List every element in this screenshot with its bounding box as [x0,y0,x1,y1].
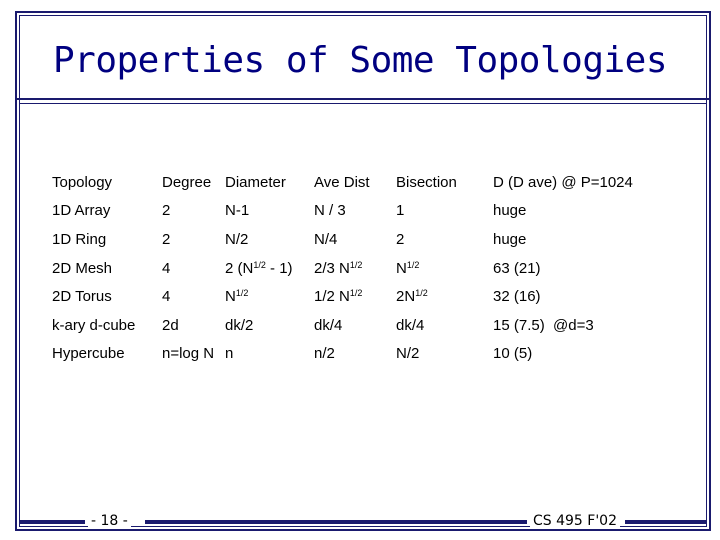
diameter-base: N [225,288,236,306]
topology-table [52,168,653,368]
cell-diameter: N-1 [225,202,250,220]
header-degree: Degree [162,173,212,191]
table-header-row [52,168,653,197]
header-topology: Topology [52,173,113,191]
cell-ave-dist [314,282,396,311]
table-row [52,225,653,254]
table-row [52,311,653,340]
cell-bisection [396,282,493,311]
cell-ave-dist: N / 3 [314,202,346,220]
diameter-base: 2 (N [225,259,254,277]
exponent: 1/2 [406,259,420,270]
cell-d-at-p1024: 10 (5) [493,345,533,363]
exponent: 1/2 [349,259,363,270]
bisection-base: 2N [396,288,416,306]
cell-diameter [225,254,314,283]
cell-diameter: dk/2 [225,316,254,334]
course-label: CS 495 F'02 [530,513,620,529]
table-row [52,282,653,311]
cell-topology: 1D Ring [52,230,107,248]
cell-diameter: n [225,345,234,363]
header-d-at-p1024: D (D ave) @ P=1024 [493,173,633,191]
cell-diameter: N/2 [225,230,249,248]
cell-bisection: 2 [396,230,405,248]
cell-bisection: dk/4 [396,316,425,334]
exponent: 1/2 [349,288,363,299]
table-row [52,254,653,283]
cell-bisection: N/2 [396,345,420,363]
cell-d-at-p1024: 63 (21) [493,259,541,277]
header-ave-dist: Ave Dist [314,173,370,191]
cell-topology: 2D Mesh [52,259,113,277]
header-bisection: Bisection [396,173,457,191]
exponent: 1/2 [415,288,428,299]
header-diameter: Diameter [225,173,286,191]
exponent: 1/2 [235,288,249,299]
footer-bar-middle [145,520,527,524]
ave-dist-base: 1/2 N [314,288,350,306]
cell-degree: 2 [162,230,171,248]
cell-degree: n=log N [162,345,215,363]
cell-topology: k-ary d-cube [52,316,136,334]
exponent: 1/2 [253,259,266,270]
cell-d-at-p1024: 15 (7.5) @d=3 [493,316,594,334]
cell-topology: 1D Array [52,202,111,220]
cell-degree: 2 [162,202,171,220]
page-number: - 18 - [88,513,131,529]
cell-diameter [225,282,314,311]
cell-ave-dist: N/4 [314,230,338,248]
footer-bar-left [19,520,85,524]
table-row [52,340,653,369]
cell-d-at-p1024: 32 (16) [493,288,541,306]
cell-topology: 2D Torus [52,288,112,306]
bisection-base: N [396,259,407,277]
cell-d-at-p1024: huge [493,230,527,248]
cell-bisection: 1 [396,202,405,220]
cell-d-at-p1024: huge [493,202,527,220]
diameter-tail: - 1) [265,259,293,277]
cell-ave-dist [314,254,396,283]
ave-dist-base: 2/3 N [314,259,350,277]
cell-bisection [396,254,493,283]
cell-ave-dist: dk/4 [314,316,343,334]
table-row [52,197,653,226]
title-rule [15,98,711,100]
cell-ave-dist: n/2 [314,345,335,363]
cell-degree: 4 [162,259,171,277]
title-rule-inner [19,103,707,104]
cell-topology: Hypercube [52,345,125,363]
footer-bar-right [625,520,707,524]
slide-title: Properties of Some Topologies [52,40,668,81]
cell-degree: 2d [162,316,179,334]
cell-degree: 4 [162,288,171,306]
